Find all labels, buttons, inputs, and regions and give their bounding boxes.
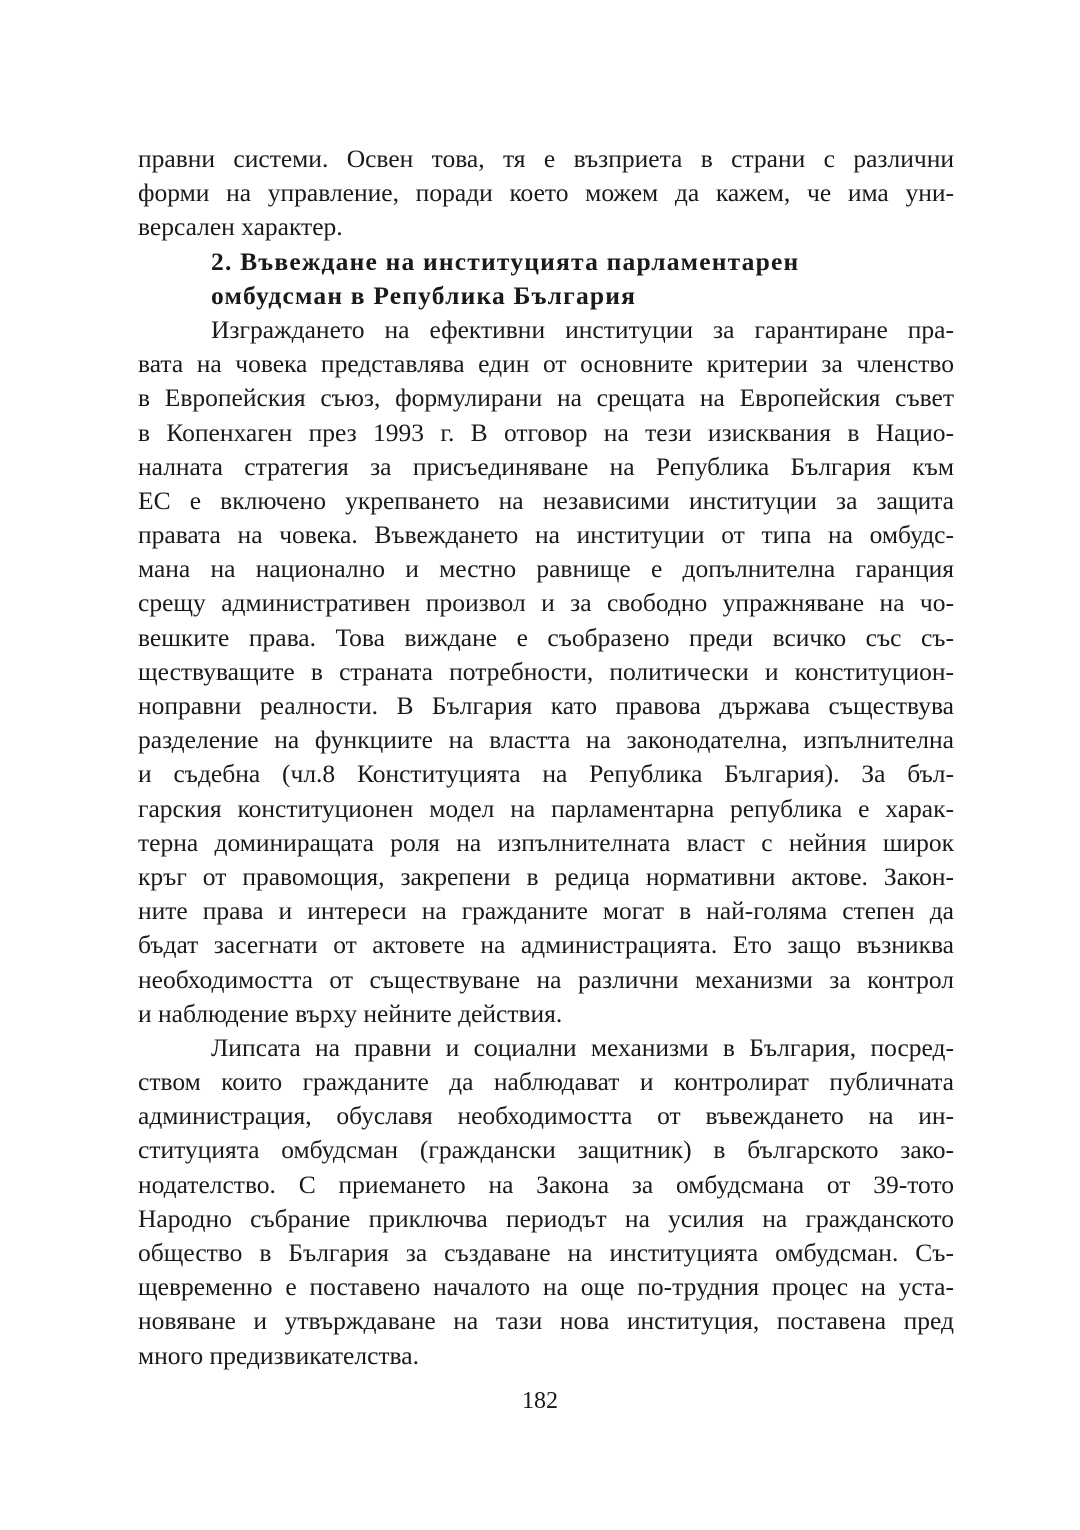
paragraph-2 <box>138 1031 954 1373</box>
text-line: ством които гражданите да наблюдават и контролират публичната <box>138 1067 954 1097</box>
text-line: правата на човека. Въвеждането на институции от типа на омбудс- <box>138 520 954 550</box>
text-line: ществуващите в страната потребности, политически и конституцион- <box>138 656 954 686</box>
text-line: мана на национално и местно равнище е допълнителна гаранция <box>138 554 954 584</box>
text-line: кръг от правомощия, закрепени в редица нормативни актове. Закон- <box>138 861 954 891</box>
intro-paragraph <box>138 142 954 245</box>
text-line: вата на човека представлява един от основните критерии за членство <box>138 349 954 379</box>
text-line: ните права и интереси на гражданите могат в най-голяма степен да <box>138 896 954 926</box>
text-line: срещу административен произвол и за свободно упражняване на чо- <box>138 588 954 618</box>
section-heading <box>138 245 954 313</box>
text-line: разделение на функциите на властта на законодателна, изпълнителна <box>138 725 954 755</box>
text-line: терна доминиращата роля на изпълнителната власт с нейния широк <box>138 827 954 857</box>
text-line: много предизвикателства. <box>138 1340 419 1370</box>
page-number: 182 <box>522 1388 558 1414</box>
text-line: правни системи. Освен това, тя е възприета в страни с различни <box>138 144 954 173</box>
text-line: и съдебна (чл.8 Конституцията на Република България). За бъл- <box>138 759 954 789</box>
text-line: ЕС е включено укрепването на независими институции за защита <box>138 485 954 515</box>
text-line: ституцията омбудсман (граждански защитник) в българското зако- <box>138 1135 954 1165</box>
text-line: налната стратегия за присъединяване на Република България към <box>138 451 954 481</box>
text-line: версален характер. <box>138 212 343 242</box>
text-line: новяване и утвърждаване на тази нова институция, поставена пред <box>138 1306 954 1336</box>
text-line: администрация, обуславя необходимостта от въвеждането на ин- <box>138 1101 954 1131</box>
text-line: форми на управление, поради което можем да кажем, че има уни- <box>138 178 954 208</box>
text-line: в Копенхаген през 1993 г. В отговор на тези изисквания в Нацио- <box>138 417 954 447</box>
heading-line: омбудсман в Република България <box>211 280 637 310</box>
text-line: Изграждането на ефективни институции за гарантиране пра- <box>211 314 954 344</box>
paragraph-1 <box>138 313 954 1031</box>
text-line: щевременно е поставено началото на още по-трудния процес на уста- <box>138 1272 954 1302</box>
text-line: общество в България за създаване на институцията омбудсман. Съ- <box>138 1238 954 1267</box>
text-line: нодателство. С приемането на Закона за омбудсмана от 39-тото <box>138 1169 954 1199</box>
text-line: и наблюдение върху нейните действия. <box>138 998 563 1028</box>
text-line: ноправни реалности. В България като правова държава съществува <box>138 691 954 720</box>
text-line: в Европейския съюз, формулирани на срещата на Европейския съвет <box>138 383 954 413</box>
text-line: бъдат засегнати от актовете на администрацията. Ето защо възниква <box>138 930 954 960</box>
text-line: Липсата на правни и социални механизми в България, посред- <box>211 1032 954 1062</box>
text-line: необходимостта от съществуване на различни механизми за контрол <box>138 964 954 994</box>
page-body <box>138 142 954 1373</box>
text-line: вешките права. Това виждане е съобразено преди всичко със съ- <box>138 622 954 652</box>
heading-line: 2. Въвеждане на институцията парламентарен <box>211 246 800 276</box>
text-line: гарския конституционен модел на парламентарна република е харак- <box>138 793 954 823</box>
text-line: Народно събрание приключва периодът на усилия на гражданското <box>138 1203 954 1233</box>
